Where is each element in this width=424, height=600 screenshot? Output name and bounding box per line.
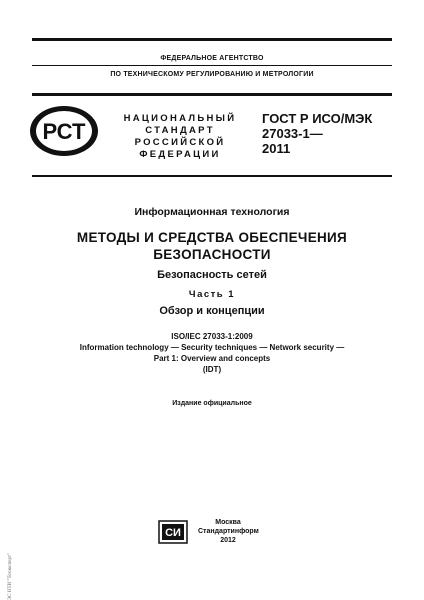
- rst-logo: [28, 104, 100, 158]
- agency-divider-rule: [32, 65, 392, 66]
- designation-line-2: 27033-1—: [262, 126, 323, 141]
- title-part: Часть 1: [188, 289, 236, 300]
- publisher-year: 2012: [220, 537, 236, 544]
- publisher-city: Москва: [215, 519, 241, 526]
- designation-line-1: ГОСТ Р ИСО/МЭК: [262, 111, 373, 126]
- designation-line-3: 2011: [262, 141, 291, 156]
- standartinform-logo: [158, 520, 188, 544]
- publisher-name: Стандартинформ: [198, 528, 259, 535]
- standartinform-logo-text: СИ: [165, 527, 181, 539]
- agency-line-1: ФЕДЕРАЛЬНОЕ АГЕНТСТВО: [160, 55, 264, 62]
- title-subject: Информационная технология: [134, 206, 290, 218]
- title-block-rule: [32, 175, 392, 177]
- identity-mark: (IDT): [202, 365, 222, 374]
- iso-code: ISO/IEC 27033-1:2009: [171, 332, 253, 341]
- publisher-info: [198, 518, 258, 545]
- standard-title-line-2: СТАНДАРТ: [145, 125, 215, 136]
- standard-title-line-4: ФЕДЕРАЦИИ: [139, 149, 221, 160]
- header-rule: [32, 93, 392, 96]
- agency-line-2: ПО ТЕХНИЧЕСКОМУ РЕГУЛИРОВАНИЮ И МЕТРОЛОГИИ: [110, 71, 314, 78]
- rst-logo-text: РСТ: [42, 119, 86, 144]
- official-edition: Издание официальное: [172, 400, 252, 407]
- english-title-line-1: Information technology — Security techniques — Network security —: [79, 343, 345, 352]
- standard-title-line-1: НАЦИОНАЛЬНЫЙ: [123, 113, 237, 124]
- english-title-line-2: Part 1: Overview and concepts: [153, 354, 271, 363]
- title-network-security: Безопасность сетей: [157, 269, 267, 281]
- standard-designation: [262, 111, 372, 156]
- standard-title-line-3: РОССИЙСКОЙ: [134, 137, 226, 148]
- side-note: ЭС НТИ "Техэксперт": [8, 552, 13, 600]
- title-main-line-1: МЕТОДЫ И СРЕДСТВА ОБЕСПЕЧЕНИЯ: [76, 230, 348, 245]
- title-overview: Обзор и концепции: [159, 305, 265, 317]
- title-main-line-2: БЕЗОПАСНОСТИ: [153, 247, 271, 262]
- top-rule-thick: [32, 38, 392, 41]
- standard-title: [110, 113, 250, 161]
